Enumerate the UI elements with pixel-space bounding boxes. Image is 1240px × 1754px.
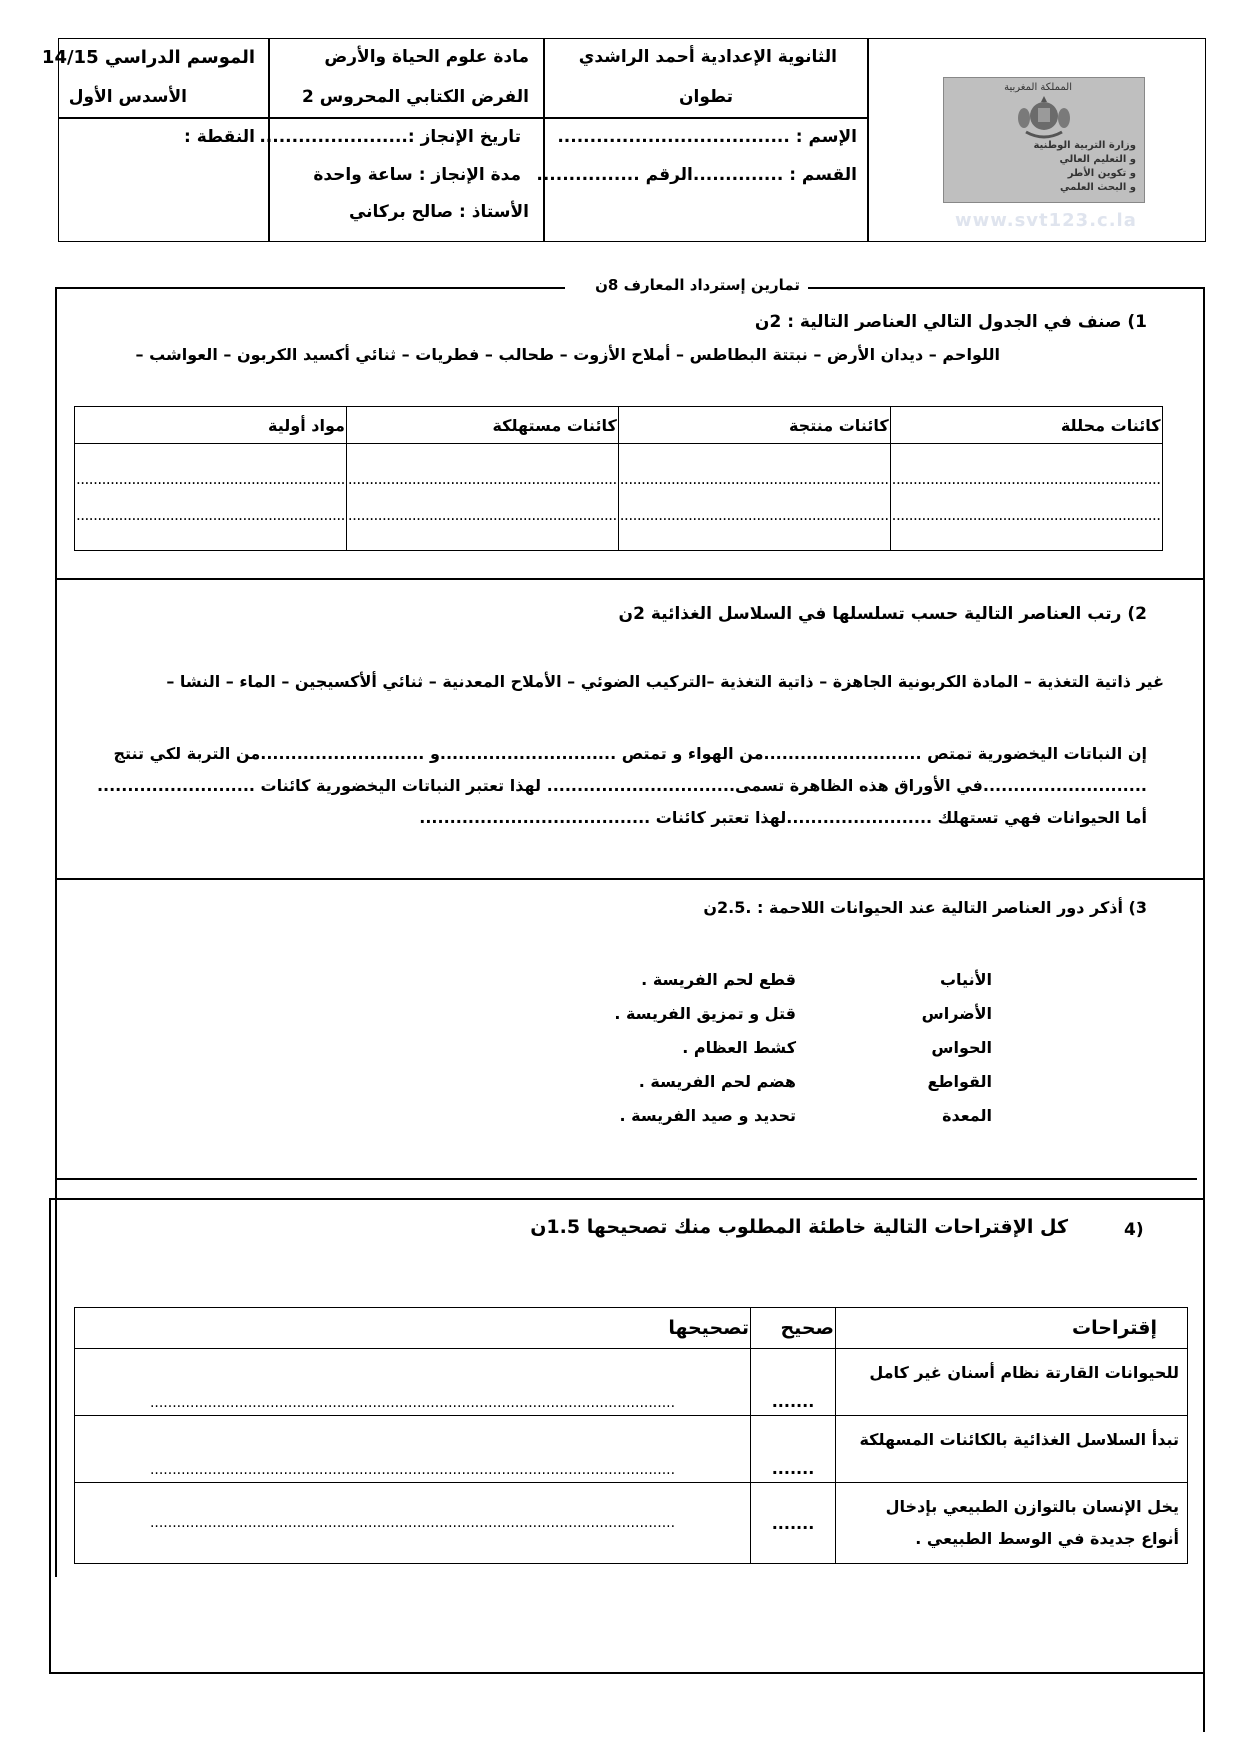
school-city: تطوان (679, 87, 733, 107)
teacher: الأستاذ : صالح بركاني (348, 202, 529, 222)
q1-blank[interactable]: ............................................................... (619, 470, 889, 488)
section-divider (55, 878, 1205, 880)
part-title: تمارين إسترداد المعارف 8ن (595, 276, 800, 294)
q3-title: 3) أذكر دور العناصر التالية عند الحيوانات اللاحمة : .2.5ن (703, 898, 1147, 917)
q4-proposal: يخل الإنسان بالتوازن الطبيعي بإدخال أنواع جديدة في الوسط الطبيعي . (836, 1483, 1188, 1564)
q3-role[interactable]: تحديد و صيد الفريسة . (619, 1106, 796, 1125)
frame-top (808, 287, 1204, 289)
table-row (75, 1483, 1188, 1564)
q3-organ: الأضراس (921, 1004, 992, 1023)
header-divider (543, 39, 545, 241)
table-row (75, 1349, 1188, 1416)
q4-proposal: تبدأ السلاسل الغذائية بالكائنات المسهلكة (836, 1416, 1188, 1483)
q4-header: تصحيحها (75, 1308, 751, 1349)
frame-right (1203, 287, 1205, 1732)
q4-correct[interactable]: ....... (751, 1416, 836, 1483)
subject: مادة علوم الحياة والأرض (324, 47, 529, 67)
q1-answer-cell[interactable] (75, 444, 347, 551)
logo-text: وزارة التربية الوطنية (1033, 140, 1136, 151)
frame-top (55, 287, 565, 289)
logo-text: و البحث العلمي (1060, 182, 1136, 193)
class-field[interactable]: القسم : ..............الرقم ................ (536, 165, 857, 185)
table-row (75, 1416, 1188, 1483)
q4-proposal: للحيوانات القارتة نظام أسنان غير كامل (836, 1349, 1188, 1416)
q2-items: غير ذاتية التغذية – المادة الكربونية الجاهزة – ذاتية التغذية –التركيب الضوئي – الأملاح المعدنية – ثنائي ألأكسيجين – الماء – النشا – (166, 672, 1164, 691)
logo-text: المملكة المغربية (1004, 82, 1072, 93)
name-field[interactable]: الإسم : .................................... (557, 127, 857, 147)
exam-title: الفرض الكتابي المحروس 2 (302, 87, 529, 107)
q1-header: كائنات منتجة (618, 407, 890, 444)
q1-blank[interactable]: ............................................................... (347, 506, 617, 524)
q3-organ: الحواس (931, 1038, 992, 1057)
q1-blank[interactable]: ............................................................... (76, 506, 345, 524)
grade-field[interactable]: النقطة : (184, 127, 255, 147)
q2-line2[interactable]: ...........................في الأوراق هذه الظاهرة تسمى............................... لهذا تعتبر النباتات اليخضورية كائنات .......................... (96, 776, 1147, 795)
q1-answer-cell[interactable] (890, 444, 1162, 551)
frame-bottom (49, 1672, 1204, 1674)
q4-fix[interactable]: ...................................................................................................................... (75, 1349, 751, 1416)
q4-correct[interactable]: ....... (751, 1349, 836, 1416)
header-divider (867, 39, 869, 241)
q1-header: كائنات مستهلكة (346, 407, 618, 444)
date-field[interactable]: تاريخ الإنجاز :....................... (259, 127, 521, 147)
q3-organ: القواطع (927, 1072, 992, 1091)
crest-icon (1016, 92, 1072, 142)
q4-table (74, 1307, 1188, 1564)
q3-role[interactable]: قطع لحم الفريسة . (641, 970, 796, 989)
section-divider (55, 578, 1205, 580)
season: الموسم الدراسي 14/15 (41, 47, 255, 68)
q1-blank[interactable]: ............................................................... (619, 506, 889, 524)
q4-header: صحيح (751, 1308, 836, 1349)
q4-header: إقتراحات (836, 1308, 1188, 1349)
q1-blank[interactable]: ............................................................... (891, 506, 1161, 524)
q3-organ: الأنياب (939, 970, 992, 989)
q2-title: 2) رتب العناصر التالية حسب تسلسلها في السلاسل الغذائية 2ن (618, 604, 1147, 624)
semester: الأسدس الأول (68, 87, 187, 107)
q4-fix[interactable]: ...................................................................................................................... (75, 1416, 751, 1483)
q1-header: كائنات محللة (890, 407, 1162, 444)
q4-title: كل الإقتراحات التالية خاطئة المطلوب منك تصحيحها 1.5ن (530, 1216, 1068, 1238)
q3-organ: المعدة (942, 1106, 992, 1125)
q4-correct[interactable]: ....... (751, 1483, 836, 1564)
q1-blank[interactable]: ............................................................... (76, 470, 345, 488)
q1-title: 1) صنف في الجدول التالي العناصر التالية : 2ن (754, 312, 1147, 332)
q1-blank[interactable]: ............................................................... (891, 470, 1161, 488)
ministry-logo (943, 77, 1145, 203)
q3-role[interactable]: هضم لحم الفريسة . (638, 1072, 796, 1091)
logo-text: و تكوين الأطر (1067, 168, 1136, 179)
logo-text: و التعليم العالي (1059, 154, 1136, 165)
q2-line3[interactable]: أما الحيوانات فهي تستهلك ........................لهذا تعتبر كائنات ...................................... (419, 808, 1147, 827)
school-name: الثانوية الإعدادية أحمد الراشدي (578, 47, 837, 67)
section-divider (55, 1178, 1197, 1180)
frame-left-lower (49, 1198, 51, 1672)
q3-role[interactable]: كشط العظام . (682, 1038, 796, 1057)
q1-answer-cell[interactable] (346, 444, 618, 551)
q1-blank[interactable]: ............................................................... (347, 470, 617, 488)
q2-line1[interactable]: إن النباتات اليخضورية تمتص ..........................من الهواء و تمتص .............................و ...........................من التربة لكي تنتج (113, 744, 1147, 763)
q4-number: 4) (1124, 1220, 1144, 1240)
header-divider (59, 117, 867, 119)
q1-answer-cell[interactable] (618, 444, 890, 551)
q3-role[interactable]: قتل و تمزيق الفريسة . (614, 1004, 796, 1023)
q1-items: اللواحم – ديدان الأرض – نبتتة البطاطس – أملاح الأزوت – طحالب – فطريات – ثنائي أكسيد الكربون – العواشب – (135, 345, 1000, 364)
section-divider (49, 1198, 1204, 1200)
frame-left (55, 287, 57, 1577)
q1-table (74, 406, 1163, 551)
q1-header: مواد أولية (75, 407, 347, 444)
watermark: www.svt123.c.la (955, 210, 1137, 231)
q4-fix[interactable]: ...................................................................................................................... (75, 1483, 751, 1564)
duration: مدة الإنجاز : ساعة واحدة (313, 165, 521, 185)
